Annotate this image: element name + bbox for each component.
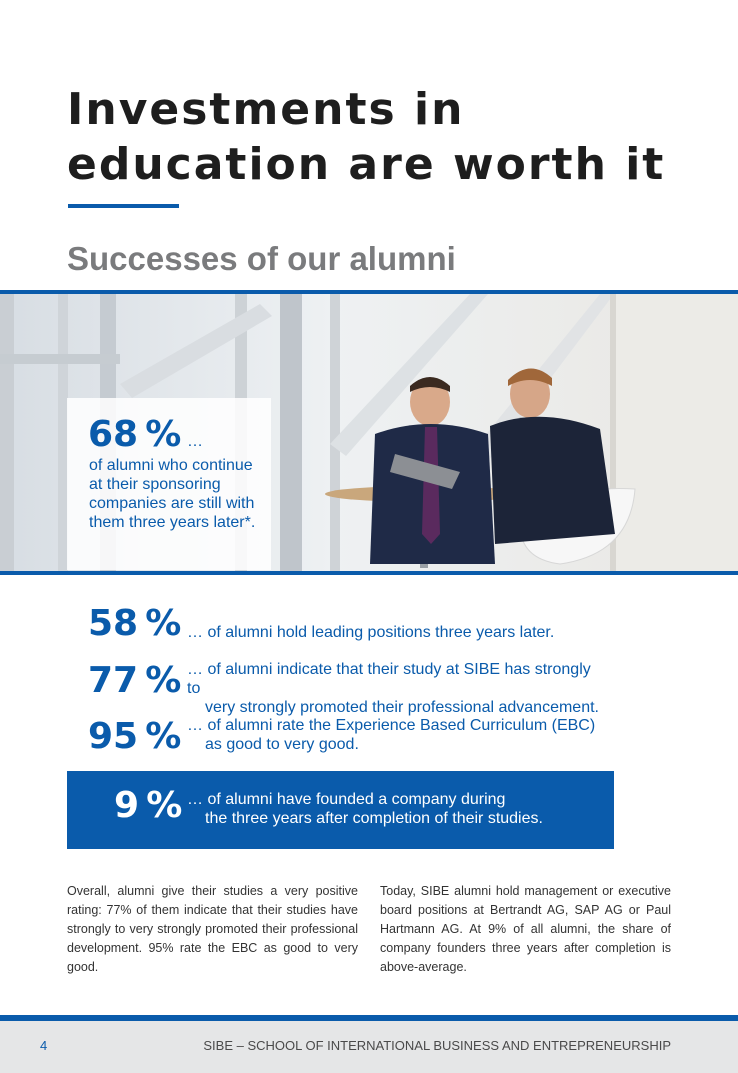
stat-text-line: as good to very good. — [205, 736, 359, 753]
stat-text-line: … of alumni rate the Experience Based Curriculum (EBC) — [187, 717, 596, 734]
highlight-text-line: … of alumni have founded a company during — [187, 791, 506, 808]
page-number: 4 — [40, 1038, 48, 1053]
body-text-right: Today, SIBE alumni hold management or executive board positions at Bertrandt AG, SAP AG or Paul Hartmann AG. At 9% of all alumni, the share of company founders three years after completion is above-average. — [380, 884, 671, 974]
page-footer — [0, 1021, 738, 1073]
stat-text-line: very strongly promoted their professional advancement. — [205, 699, 599, 716]
stat-text-line: … of alumni indicate that their study at SIBE has strongly to — [187, 661, 591, 697]
title-underline — [68, 204, 179, 208]
highlight-percent: 9 % — [114, 785, 183, 826]
stat-percent: 95 % — [88, 716, 182, 757]
founders-highlight-box — [67, 771, 614, 849]
callout-ellipsis: … — [187, 433, 203, 450]
stat-leading-positions — [0, 603, 738, 663]
footer-text: SIBE – SCHOOL OF INTERNATIONAL BUSINESS AND ENTREPRENEURSHIP — [203, 1038, 671, 1053]
stat-percent: 77 % — [88, 660, 182, 701]
stat-text — [187, 623, 607, 642]
stat-professional-advancement — [0, 660, 738, 720]
stat-ebc-rating — [0, 716, 738, 776]
stat-text — [187, 716, 607, 754]
stat-percent: 58 % — [88, 603, 182, 644]
body-text-left: Overall, alumni give their studies a very positive rating: 77% of them indicate that their studies have strongly to very strongly promoted their professional development. 95% rate the EBC as good to very good. — [67, 884, 358, 974]
stat-text — [187, 660, 607, 717]
page-title-line-2: education are worth it — [67, 139, 666, 190]
callout-text: of alumni who continue at their sponsoring companies are still with them three years later*. — [89, 457, 256, 531]
callout-percent: 68 % — [88, 414, 182, 455]
stat-text-line: … of alumni hold leading positions three years later. — [187, 624, 555, 641]
page-title-line-1: Investments in — [67, 84, 465, 135]
section-subtitle: Successes of our alumni — [67, 240, 456, 277]
page-title — [67, 82, 665, 192]
highlight-text — [187, 790, 607, 828]
highlight-text-line: the three years after completion of their studies. — [205, 810, 543, 827]
